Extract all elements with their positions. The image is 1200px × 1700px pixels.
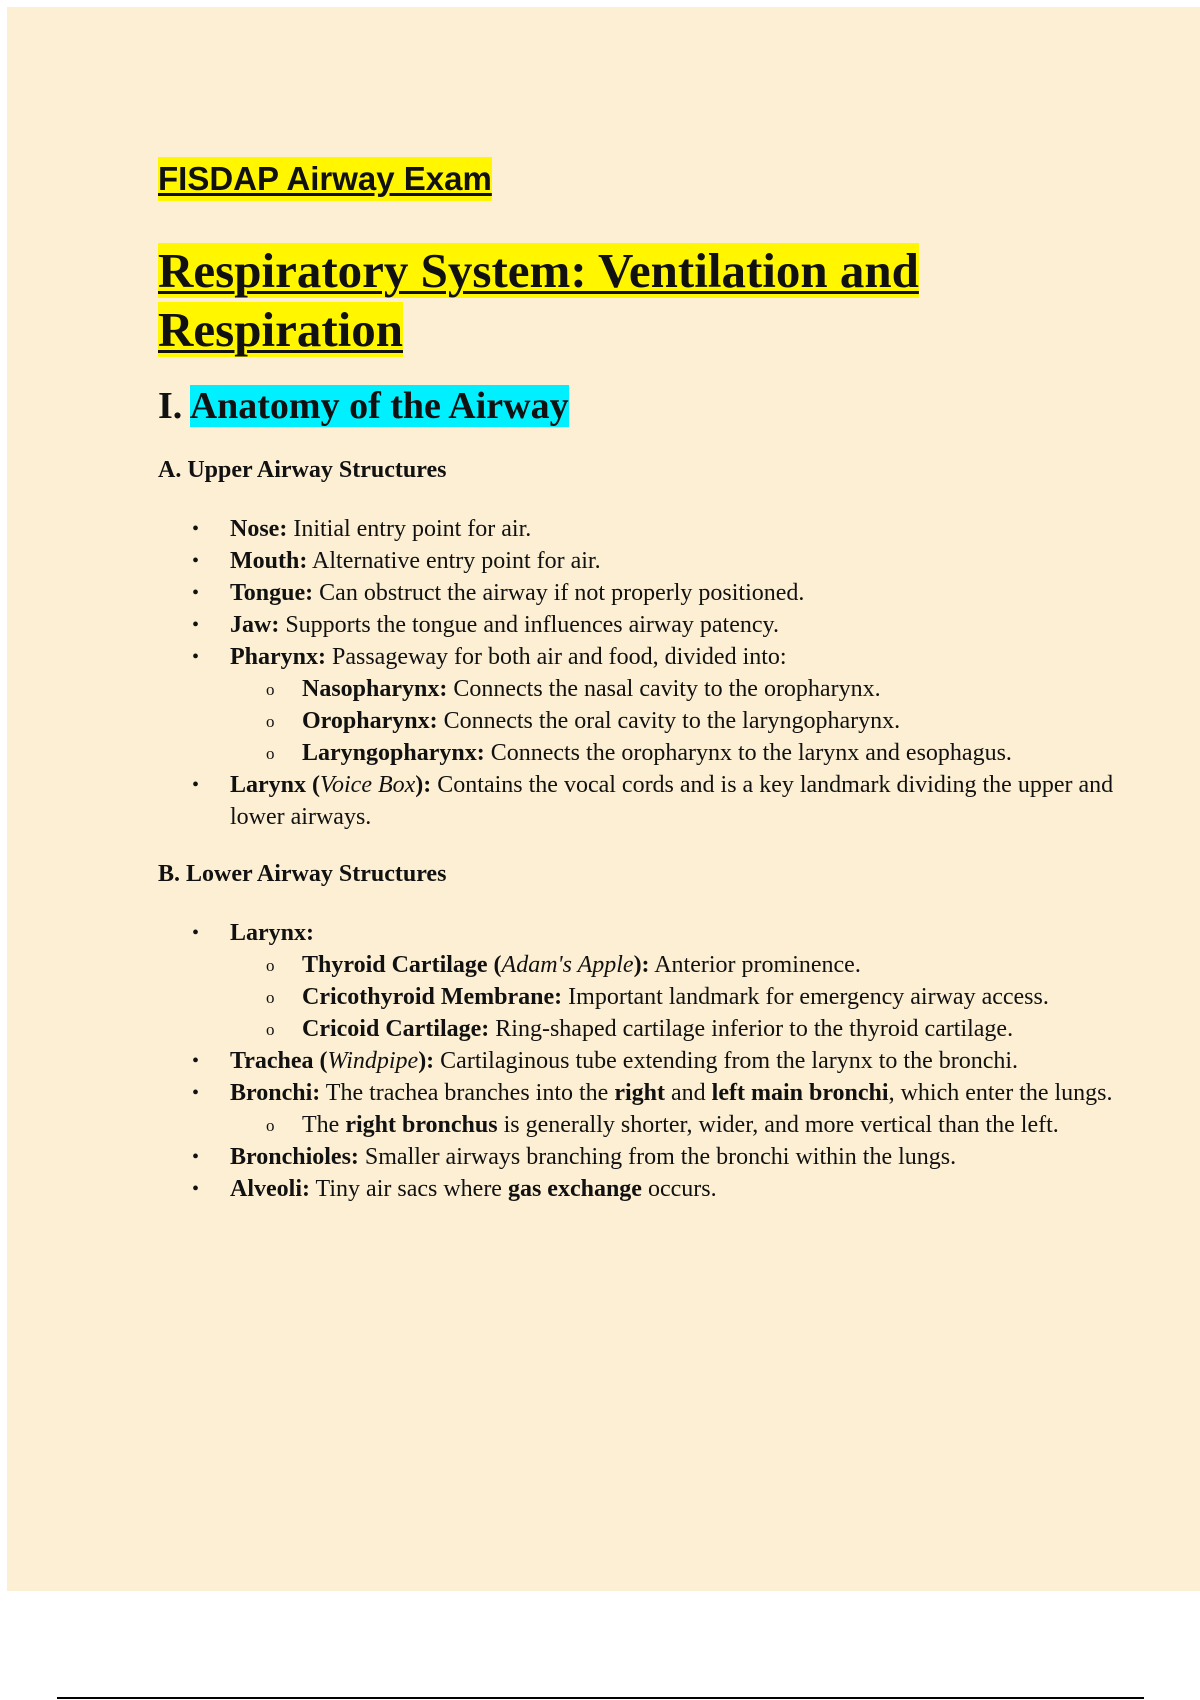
sublist-item-oropharynx bbox=[302, 705, 1118, 737]
term-alias: Adam's Apple bbox=[501, 952, 634, 978]
term: Tongue: bbox=[230, 580, 314, 606]
sublist-item-nasopharynx bbox=[302, 673, 1118, 705]
definition-part: The bbox=[302, 1112, 346, 1138]
list-item-nose bbox=[230, 513, 1118, 545]
term: Oropharynx: bbox=[302, 708, 438, 734]
section-title: Anatomy of the Airway bbox=[189, 385, 569, 427]
sublist-item-thyroid-cartilage bbox=[302, 949, 1118, 981]
term: Larynx: bbox=[230, 920, 314, 946]
term: Larynx ( bbox=[230, 772, 320, 798]
definition-part: occurs. bbox=[641, 1176, 717, 1202]
definition: Important landmark for emergency airway access. bbox=[562, 984, 1049, 1010]
definition: Anterior prominence. bbox=[649, 952, 861, 978]
list-item-mouth bbox=[230, 545, 1118, 577]
term-close: ): bbox=[415, 772, 432, 798]
definition: Supports the tongue and influences airway patency. bbox=[279, 612, 779, 638]
definition-part: is generally shorter, wider, and more vertical than the left. bbox=[497, 1112, 1059, 1138]
definition: Connects the oral cavity to the laryngopharynx. bbox=[437, 708, 901, 734]
definition-part: , which enter the lungs. bbox=[888, 1080, 1113, 1106]
definition: Connects the nasal cavity to the oropharynx. bbox=[447, 676, 881, 702]
list-item-jaw bbox=[230, 609, 1118, 641]
definition: Ring-shaped cartilage inferior to the thyroid cartilage. bbox=[489, 1016, 1014, 1042]
bold-phrase: gas exchange bbox=[507, 1176, 642, 1202]
list-item-alveoli bbox=[230, 1173, 1118, 1205]
document-page bbox=[7, 7, 1200, 1591]
term: Nose: bbox=[230, 516, 288, 542]
sublist-item-right-bronchus bbox=[302, 1109, 1118, 1141]
term: Alveoli: bbox=[230, 1176, 310, 1202]
main-title-text: Respiratory System: Ventilation and Respiration bbox=[158, 243, 919, 357]
term: Bronchioles: bbox=[230, 1144, 359, 1170]
term: Bronchi: bbox=[230, 1080, 321, 1106]
term: Laryngopharynx: bbox=[302, 740, 485, 766]
section-number: I. bbox=[158, 385, 183, 427]
term: Pharynx: bbox=[230, 644, 326, 670]
term-alias: Windpipe bbox=[327, 1048, 419, 1074]
pharynx-sublist bbox=[230, 673, 1118, 769]
main-title bbox=[158, 241, 988, 359]
list-item-bronchioles bbox=[230, 1141, 1118, 1173]
bold-phrase: right bronchus bbox=[345, 1112, 498, 1138]
upper-airway-heading: A. Upper Airway Structures bbox=[158, 457, 447, 483]
definition: Alternative entry point for air. bbox=[307, 548, 601, 574]
sublist-item-cricoid-cartilage bbox=[302, 1013, 1118, 1045]
lower-airway-list bbox=[158, 917, 1118, 1205]
list-item-larynx bbox=[230, 769, 1118, 833]
definition: Cartilaginous tube extending from the larynx to the bronchi. bbox=[434, 1048, 1019, 1074]
definition: Can obstruct the airway if not properly positioned. bbox=[313, 580, 805, 606]
term-close: ): bbox=[633, 952, 650, 978]
bold-phrase: right bbox=[614, 1080, 665, 1106]
sublist-item-cricothyroid-membrane bbox=[302, 981, 1118, 1013]
larynx-sublist bbox=[230, 949, 1118, 1045]
term: Nasopharynx: bbox=[302, 676, 448, 702]
section-heading bbox=[158, 381, 1118, 431]
bronchi-sublist bbox=[230, 1109, 1118, 1141]
term: Cricoid Cartilage: bbox=[302, 1016, 490, 1042]
term-alias: Voice Box bbox=[320, 772, 416, 798]
bold-phrase: left main bronchi bbox=[711, 1080, 889, 1106]
term: Thyroid Cartilage ( bbox=[302, 952, 502, 978]
term: Cricothyroid Membrane: bbox=[302, 984, 563, 1010]
term: Jaw: bbox=[230, 612, 280, 638]
list-item-larynx-lower bbox=[230, 917, 1118, 1045]
upper-airway-list bbox=[158, 513, 1118, 833]
term: Mouth: bbox=[230, 548, 308, 574]
bottom-rule bbox=[57, 1697, 1144, 1699]
definition-part: The trachea branches into the bbox=[320, 1080, 615, 1106]
definition: Initial entry point for air. bbox=[287, 516, 532, 542]
list-item-trachea bbox=[230, 1045, 1118, 1077]
definition: Contains the vocal cords and is a key landmark dividing the upper and lower airways. bbox=[230, 772, 1114, 830]
lower-airway-heading: B. Lower Airway Structures bbox=[158, 861, 447, 887]
definition: Smaller airways branching from the bronchi within the lungs. bbox=[358, 1144, 957, 1170]
list-item-pharynx bbox=[230, 641, 1118, 769]
definition: Connects the oropharynx to the larynx and esophagus. bbox=[484, 740, 1012, 766]
doc-label-line bbox=[158, 157, 1118, 201]
definition-part: Tiny air sacs where bbox=[309, 1176, 508, 1202]
list-item-bronchi bbox=[230, 1077, 1118, 1141]
definition: Passageway for both air and food, divided into: bbox=[326, 644, 787, 670]
list-item-tongue bbox=[230, 577, 1118, 609]
term-close: ): bbox=[418, 1048, 435, 1074]
doc-label: FISDAP Airway Exam bbox=[158, 157, 492, 201]
document-content bbox=[158, 157, 1118, 1205]
sublist-item-laryngopharynx bbox=[302, 737, 1118, 769]
definition-part: and bbox=[665, 1080, 712, 1106]
term: Trachea ( bbox=[230, 1048, 328, 1074]
